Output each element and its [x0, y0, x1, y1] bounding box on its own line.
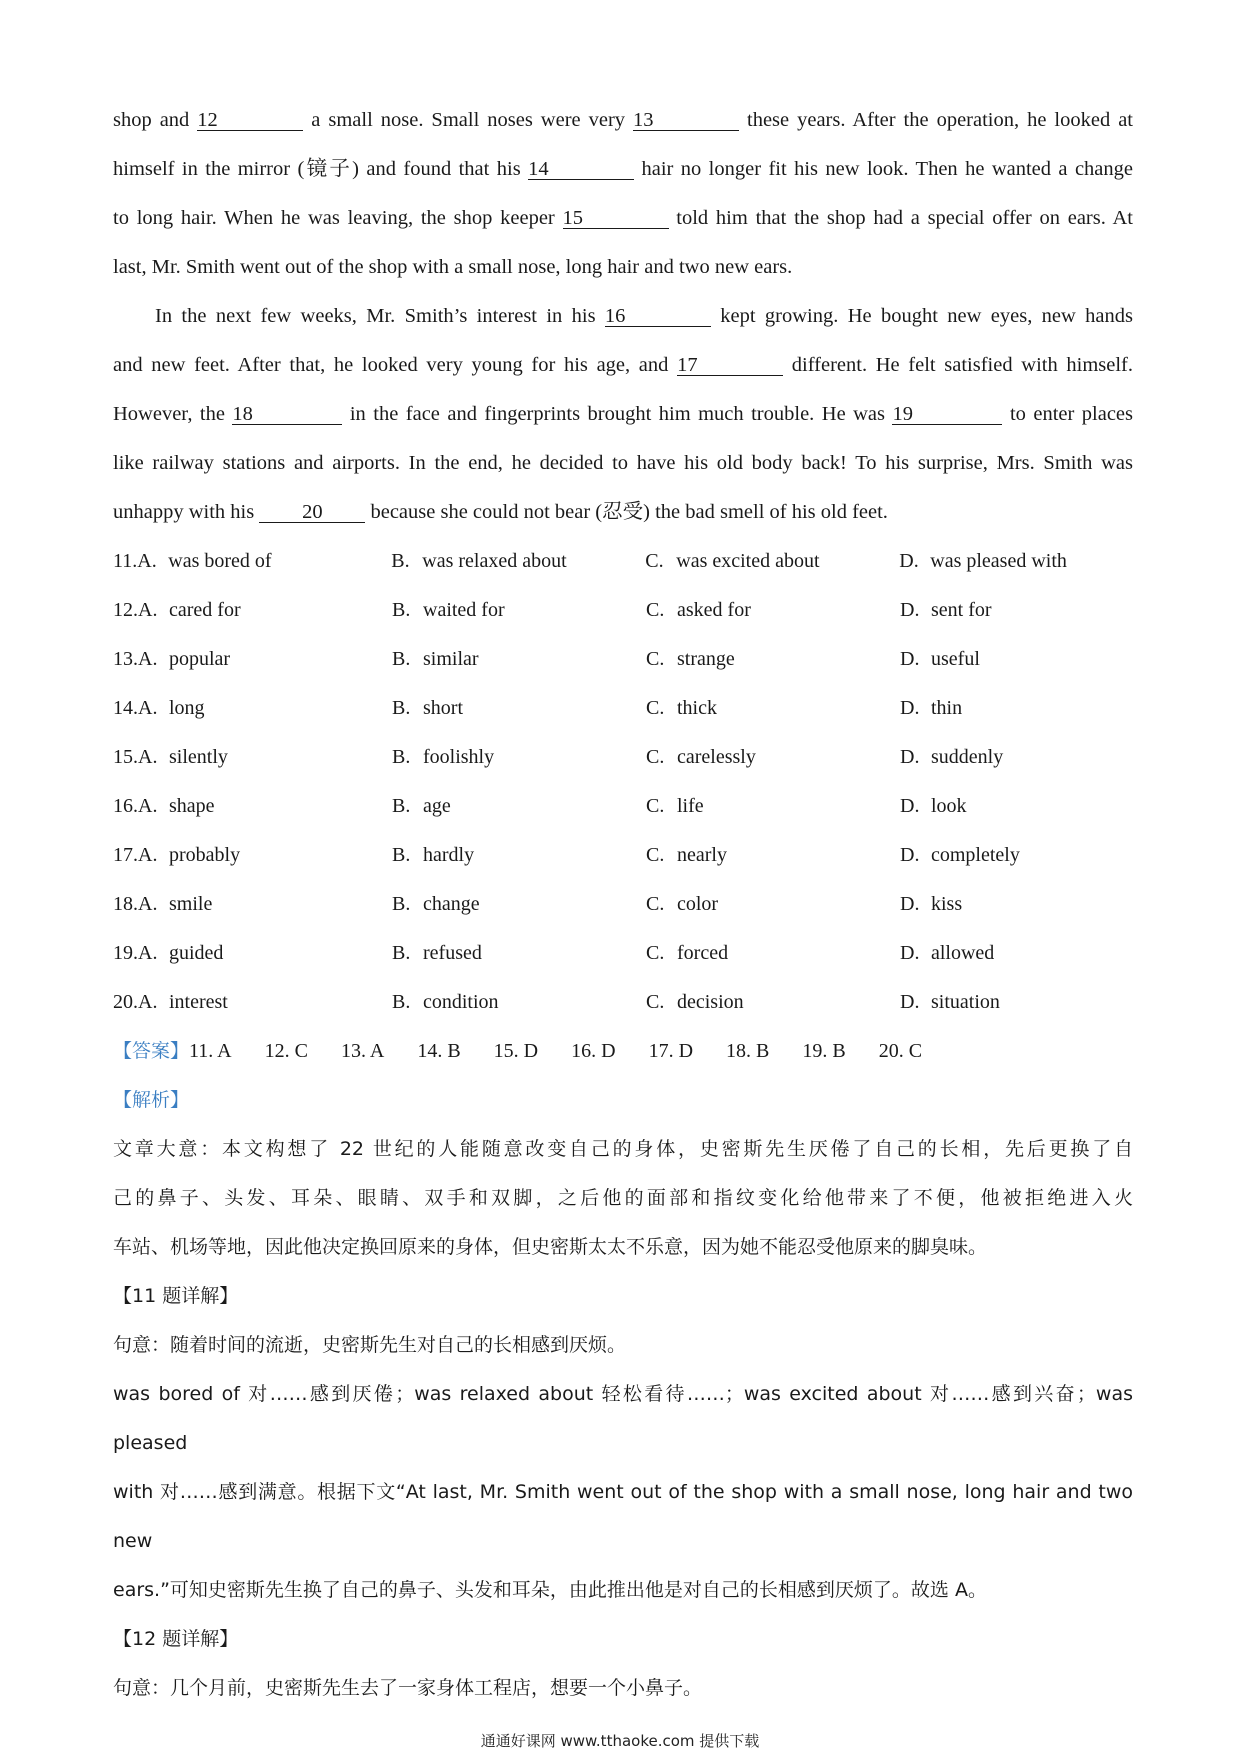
question-row: [113, 537, 1133, 586]
passage-line: In the next few weeks, Mr. Smith’s interest in his 16 kept growing. He bought new eyes, new hands: [155, 305, 1133, 327]
detail-12-title: 【12 题详解】: [113, 1628, 239, 1650]
question-row: [113, 586, 1133, 635]
option: D. look: [900, 795, 967, 817]
question-row: [113, 880, 1133, 929]
option: C. nearly: [646, 844, 727, 866]
option: B. age: [392, 795, 451, 817]
option: B. foolishly: [392, 746, 495, 768]
detail-12-meaning: 句意：几个月前，史密斯先生去了一家身体工程店，想要一个小鼻子。: [113, 1677, 703, 1699]
question-row: [113, 831, 1133, 880]
blank-12: 12: [197, 110, 303, 131]
question-row: [113, 733, 1133, 782]
question-row: [113, 929, 1133, 978]
option: A. was bored of: [137, 550, 272, 572]
question-row: [113, 782, 1133, 831]
option: C. forced: [646, 942, 729, 964]
option: D. situation: [900, 991, 1000, 1013]
option: B. was relaxed about: [391, 550, 567, 572]
option: C. strange: [646, 648, 735, 670]
detail-11-line: with 对……感到满意。根据下文“At last, Mr. Smith went out of the shop with a small nose, long hair and two new: [113, 1481, 1133, 1552]
option: A. interest: [138, 991, 228, 1013]
answer-item: 13. A: [340, 1040, 385, 1062]
blank-15: 15: [563, 208, 669, 229]
passage-line: to long hair. When he was leaving, the shop keeper 15 told him that the shop had a special offer on ears. At: [113, 207, 1133, 229]
option: C. decision: [646, 991, 744, 1013]
option: A. cared for: [138, 599, 241, 621]
blank-16: 16: [605, 306, 711, 327]
question-number: 16.: [113, 795, 138, 817]
blank-14: 14: [528, 159, 634, 180]
passage-line: and new feet. After that, he looked very young for his age, and 17 different. He felt satisfied with himself.: [113, 354, 1134, 376]
answer-item: 16. D: [571, 1040, 616, 1062]
option: A. smile: [138, 893, 213, 915]
blank-20: 20: [259, 502, 365, 523]
option: B. short: [392, 697, 463, 719]
passage-line: himself in the mirror (镜子) and found that his 14 hair no longer fit his new look. Then he wanted a change: [113, 158, 1133, 180]
option: A. silently: [138, 746, 228, 768]
option: B. hardly: [392, 844, 475, 866]
option: D. sent for: [900, 599, 992, 621]
option: C. thick: [646, 697, 717, 719]
answer-item: 18. B: [726, 1040, 770, 1062]
question-number: 14.: [113, 697, 138, 719]
option: A. probably: [138, 844, 241, 866]
summary-line: 文章大意：本文构想了 22 世纪的人能随意改变自己的身体，史密斯先生厌倦了自己的长相，先后更换了自: [113, 1138, 1133, 1160]
option: A. popular: [138, 648, 231, 670]
detail-11-line: ears.”可知史密斯先生换了自己的鼻子、头发和耳朵，由此推出他是对自己的长相感到厌烦了。故选 A。: [113, 1579, 987, 1601]
option: B. change: [392, 893, 480, 915]
blank-18: 18: [232, 404, 342, 425]
question-number: 20.: [113, 991, 138, 1013]
blank-19: 19: [892, 404, 1002, 425]
answer-item: 12. C: [264, 1040, 308, 1062]
option: B. condition: [392, 991, 499, 1013]
option: B. similar: [392, 648, 479, 670]
answer-label: 【答案】: [113, 1040, 190, 1062]
option: C. carelessly: [646, 746, 756, 768]
passage-line: unhappy with his 20 because she could not bear (忍受) the bad smell of his old feet.: [113, 501, 888, 523]
option: B. refused: [392, 942, 482, 964]
answer-item: 15. D: [493, 1040, 539, 1062]
answer-row: [113, 1027, 1133, 1076]
option: D. completely: [900, 844, 1020, 866]
question-number: 13.: [113, 648, 138, 670]
passage-line: However, the 18 in the face and fingerprints brought him much trouble. He was 19 to enter places: [113, 403, 1134, 425]
question-row: [113, 684, 1133, 733]
option: C. color: [646, 893, 719, 915]
option: C. asked for: [646, 599, 751, 621]
question-row: [113, 978, 1133, 1027]
question-row: [113, 635, 1133, 684]
question-number: 11.: [113, 550, 138, 572]
option: D. was pleased with: [899, 550, 1067, 572]
answer-item: 14. B: [417, 1040, 461, 1062]
question-list: [113, 537, 1133, 1027]
answer-item: 17. D: [648, 1040, 694, 1062]
exam-page: [113, 96, 1133, 1713]
option: A. shape: [138, 795, 215, 817]
detail-11-line: was bored of 对……感到厌倦；was relaxed about 轻松看待……；was excited about 对……感到兴奋；was pleased: [113, 1383, 1133, 1454]
detail-11-meaning: 句意：随着时间的流逝，史密斯先生对自己的长相感到厌烦。: [113, 1334, 627, 1356]
analysis-label: 【解析】: [113, 1089, 190, 1111]
page-footer: 通通好课网 www.tthaoke.com 提供下载: [480, 1732, 760, 1750]
option: B. waited for: [392, 599, 505, 621]
blank-13: 13: [633, 110, 739, 131]
option: D. suddenly: [900, 746, 1004, 768]
question-number: 18.: [113, 893, 138, 915]
answer-item: 19. B: [802, 1040, 846, 1062]
passage-line: shop and 12 a small nose. Small noses were very 13 these years. After the operation, he looked at: [113, 109, 1134, 131]
summary-line: 己的鼻子、头发、耳朵、眼睛、双手和双脚，之后他的面部和指纹变化给他带来了不便，他被拒绝进入火: [113, 1187, 1133, 1209]
option: D. thin: [900, 697, 963, 719]
question-number: 19.: [113, 942, 138, 964]
option: A. guided: [138, 942, 224, 964]
option: C. was excited about: [645, 550, 820, 572]
passage-line: like railway stations and airports. In the end, he decided to have his old body back! To his surprise, Mrs. Smith was: [113, 452, 1133, 474]
question-number: 15.: [113, 746, 138, 768]
question-number: 17.: [113, 844, 138, 866]
passage-line: last, Mr. Smith went out of the shop with a small nose, long hair and two new ears.: [113, 256, 793, 278]
blank-17: 17: [677, 355, 783, 376]
option: C. life: [646, 795, 704, 817]
option: A. long: [138, 697, 205, 719]
summary-line: 车站、机场等地，因此他决定换回原来的身体，但史密斯太太不乐意，因为她不能忍受他原来的脚臭味。: [113, 1236, 988, 1258]
option: D. useful: [900, 648, 980, 670]
detail-11-title: 【11 题详解】: [113, 1285, 239, 1307]
option: D. allowed: [900, 942, 995, 964]
answer-item: 11. A: [189, 1040, 232, 1062]
option: D. kiss: [900, 893, 963, 915]
answer-item: 20. C: [878, 1040, 923, 1062]
question-number: 12.: [113, 599, 138, 621]
